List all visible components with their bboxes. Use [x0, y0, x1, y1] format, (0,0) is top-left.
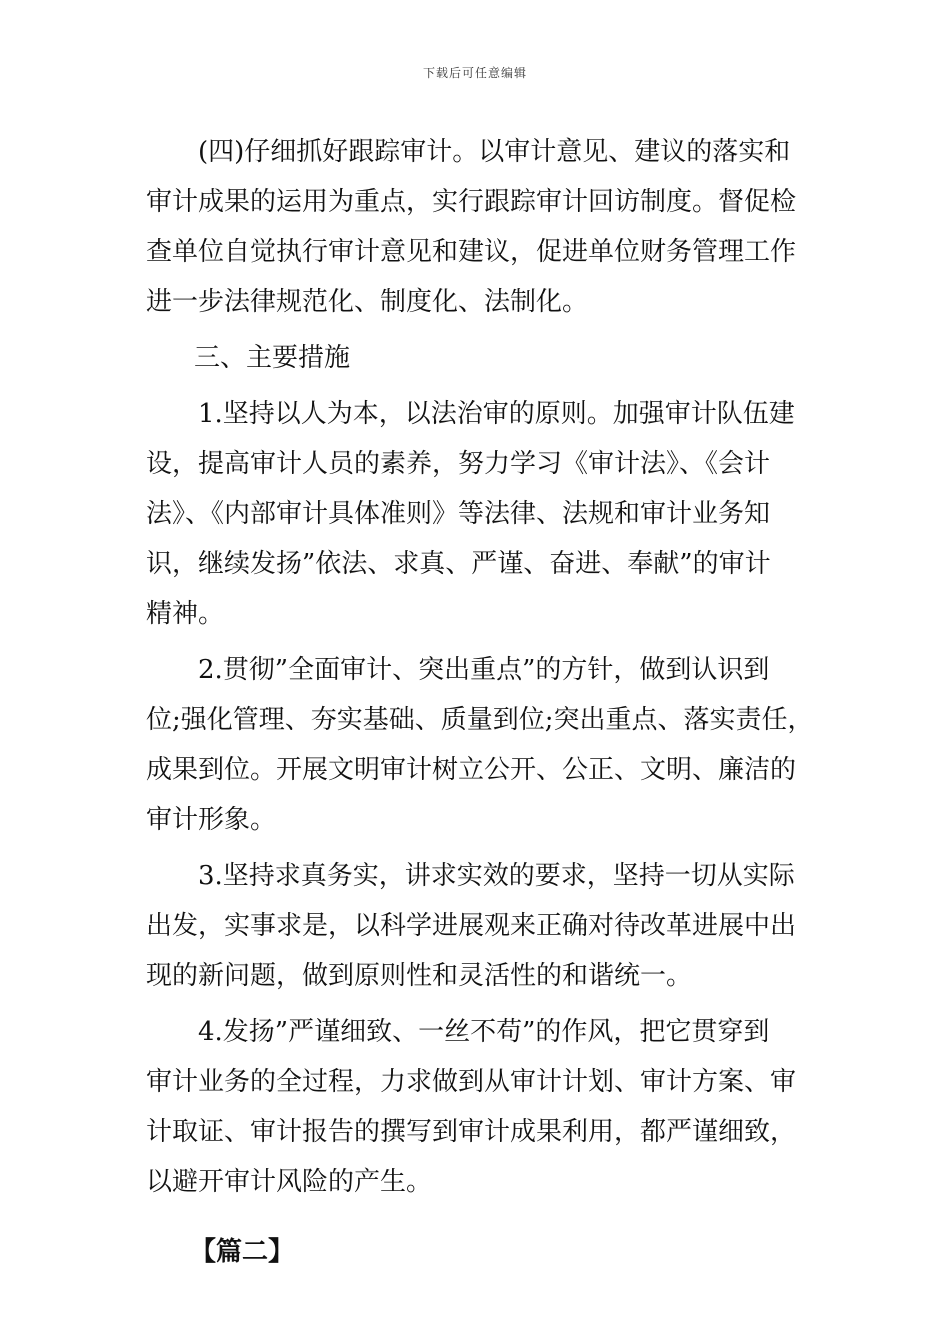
header-note: 下载后可任意编辑 [422, 66, 527, 80]
text-line: 3.坚持求真务实，讲求实效的要求，坚持一切从实际 [198, 861, 795, 891]
paragraph-measure-2 [146, 645, 828, 845]
text-line: 1.坚持以人为本，以法治审的原则。加强审计队伍建 [198, 399, 795, 429]
text-line: 查单位自觉执行审计意见和建议，促进单位财务管理工作 [146, 237, 797, 267]
text-line: (四)仔细抓好跟踪审计。以审计意见、建议的落实和 [198, 137, 791, 167]
text-line: 现的新问题，做到原则性和灵活性的和谐统一。 [146, 961, 693, 991]
paragraph-measure-3 [146, 851, 828, 1001]
paragraph-tracking-audit [146, 127, 828, 327]
section-heading-part-two: 【篇二】 [190, 1237, 295, 1267]
text-line: 精神。 [146, 599, 225, 629]
text-line: 出发，实事求是，以科学进展观来正确对待改革进展中出 [146, 911, 797, 941]
text-line: 审计成果的运用为重点，实行跟踪审计回访制度。督促检 [146, 187, 797, 217]
text-line: 进一步法律规范化、制度化、法制化。 [146, 287, 589, 317]
text-line: 审计形象。 [146, 805, 277, 835]
text-line: 计取证、审计报告的撰写到审计成果利用，都严谨细致， [146, 1117, 797, 1147]
text-line: 2.贯彻”全面审计、突出重点”的方针，做到认识到 [198, 655, 770, 685]
paragraph-measure-4 [146, 1007, 828, 1207]
text-line: 设，提高审计人员的素养，努力学习《审计法》、《会计 [146, 449, 771, 479]
text-line: 位;强化管理、夯实基础、质量到位;突出重点、落实责任， [146, 705, 814, 735]
text-line: 法》、《内部审计具体准则》等法律、法规和审计业务知 [146, 499, 771, 529]
text-line: 4.发扬”严谨细致、一丝不苟”的作风，把它贯穿到 [198, 1017, 770, 1047]
section-title-main-measures: 三、主要措施 [194, 343, 351, 373]
text-line: 成果到位。开展文明审计树立公开、公正、文明、廉洁的 [146, 755, 797, 785]
paragraph-measure-1 [146, 389, 828, 639]
text-line: 识，继续发扬”依法、求真、严谨、奋进、奉献”的审计 [146, 549, 771, 579]
text-line: 审计业务的全过程，力求做到从审计计划、审计方案、审 [146, 1067, 797, 1097]
text-line: 以避开审计风险的产生。 [146, 1167, 433, 1197]
document-body [146, 127, 828, 1277]
